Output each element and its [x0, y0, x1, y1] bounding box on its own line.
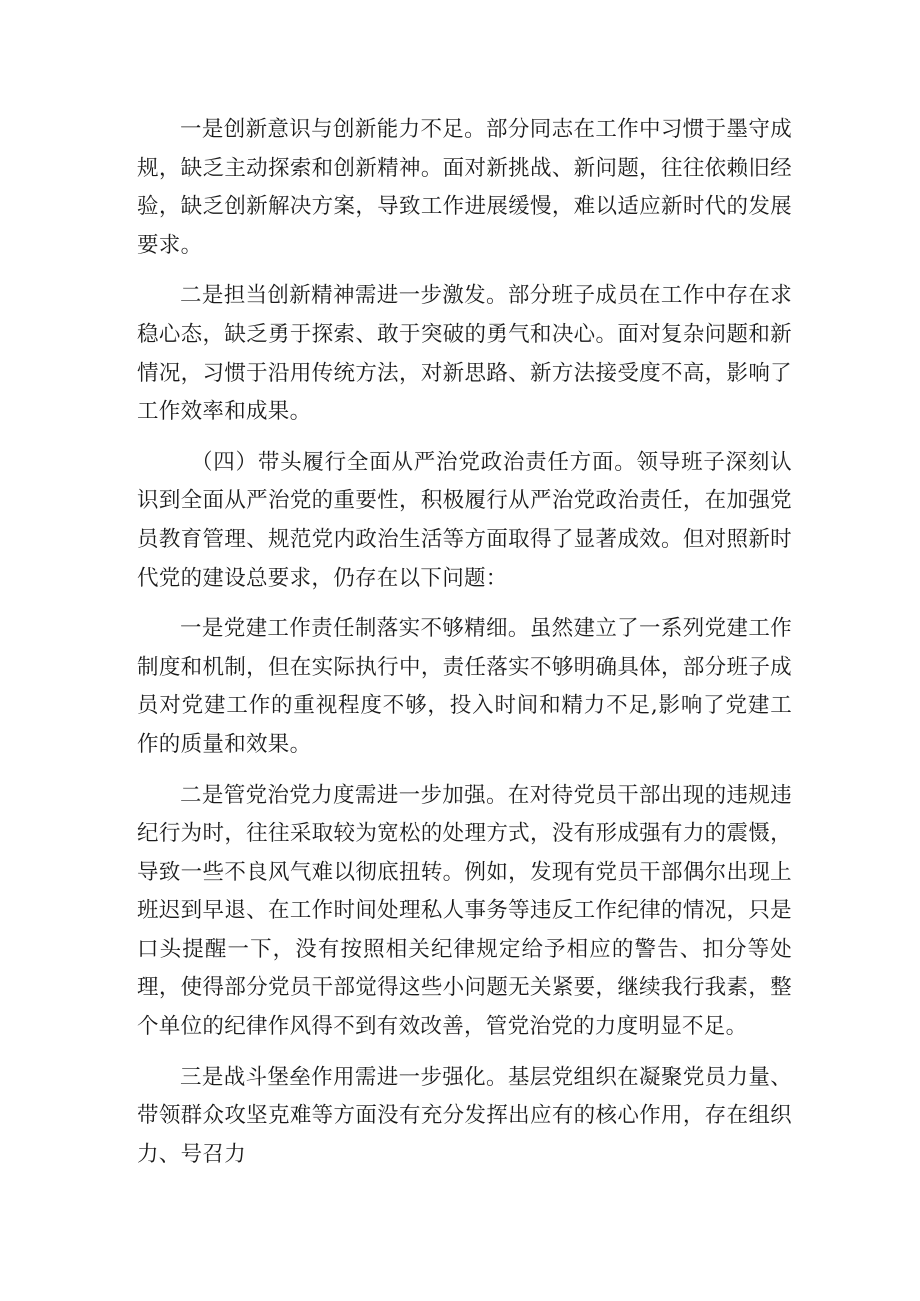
paragraph-grassroots-fortress: 三是战斗堡垒作用需进一步强化。基层党组织在凝聚党员力量、带领群众攻坚克难等方面没有充分发挥出应有的核心作用，存在组织力、号召力 — [137, 1064, 792, 1167]
paragraph-innovation-spirit: 二是担当创新精神需进一步激发。部分班子成员在工作中存在求稳心态，缺乏勇于探索、敢于突破的勇气和决心。面对复杂问题和新情况，习惯于沿用传统方法，对新思路、新方法接受度不高，影响了工作效率和成果。 — [137, 283, 792, 425]
document-body — [137, 111, 792, 1186]
paragraph-party-discipline: 二是管党治党力度需进一步加强。在对待党员干部出现的违规违纪行为时，往往采取较为宽松的处理方式，没有形成强有力的震慑，导致一些不良风气难以彻底扭转。例如，发现有党员干部偶尔出现上班迟到早退、在工作时间处理私人事务等违反工作纪律的情况，只是口头提醒一下，没有按照相关纪律规定给予相应的警告、扣分等处理，使得部分党员干部觉得这些小问题无关紧要，继续我行我素，整个单位的纪律作风得不到有效改善，管党治党的力度明显不足。 — [137, 782, 792, 1040]
paragraph-party-responsibility: 一是党建工作责任制落实不够精细。虽然建立了一系列党建工作制度和机制，但在实际执行中，责任落实不够明确具体，部分班子成员对党建工作的重视程度不够，投入时间和精力不足,影响了党建工作的质量和效果。 — [137, 616, 792, 757]
paragraph-innovation-awareness: 一是创新意识与创新能力不足。部分同志在工作中习惯于墨守成规，缺乏主动探索和创新精神。面对新挑战、新问题，往往依赖旧经验，缺乏创新解决方案，导致工作进展缓慢，难以适应新时代的发展要求。 — [137, 117, 792, 258]
paragraph-section-four-heading: （四）带头履行全面从严治党政治责任方面。领导班子深刻认识到全面从严治党的重要性，积极履行从严治党政治责任，在加强党员教育管理、规范党内政治生活等方面取得了显著成效。但对照新时代党的建设总要求，仍存在以下问题： — [137, 449, 792, 591]
